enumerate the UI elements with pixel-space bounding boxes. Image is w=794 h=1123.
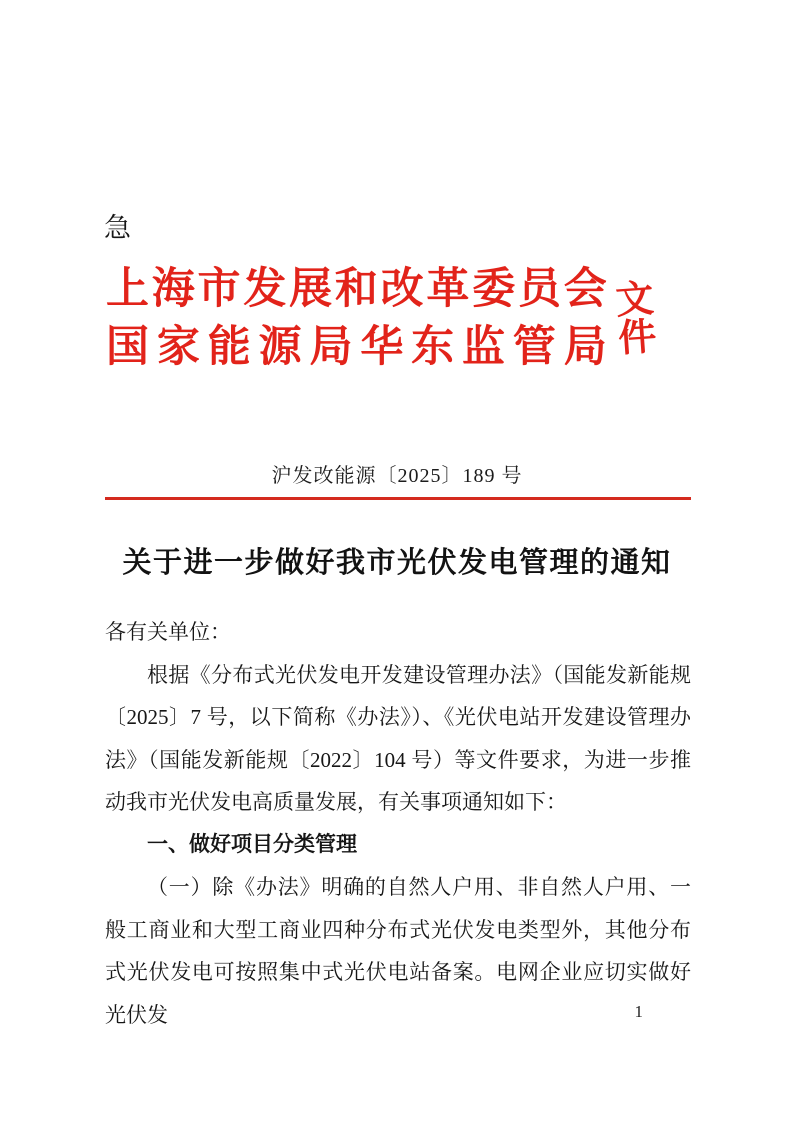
document-title: 关于进一步做好我市光伏发电管理的通知 [122,547,672,579]
document-letterhead [106,260,692,376]
document-type-label: 文件 [614,278,658,361]
org-name-line1: 上海市发展和改革委员会 [106,265,607,313]
section-heading-1: 一、做好项目分类管理 [147,832,357,856]
red-divider-line [105,497,691,500]
salutation: 各有关单位： [105,620,231,644]
issuing-organizations [106,260,607,376]
body-paragraph-item1: （一）除《办法》明确的自然人户用、非自然人户用、一般工商业和大型工商业四种分布式光伏发电类型外，其他分布式光伏发电可按照集中式光伏电站备案。电网企业应切实做好光伏发 [105,875,691,1027]
body-paragraph-intro: 根据《分布式光伏发电开发建设管理办法》（国能发新能规〔2025〕7 号，以下简称《办法》）、《光伏电站开发建设管理办法》（国能发新能规〔2022〕104 号）等文件要求，为进一步推动我市光伏发电高质量发展，有关事项通知如下： [105,662,691,814]
document-body [105,611,691,1036]
org-name-line2: 国家能源局华东监管局 [106,323,607,371]
document-number: 沪发改能源〔2025〕189 号 [271,465,523,487]
page-number: 1 [634,1002,643,1021]
urgency-label: 急 [104,213,131,243]
